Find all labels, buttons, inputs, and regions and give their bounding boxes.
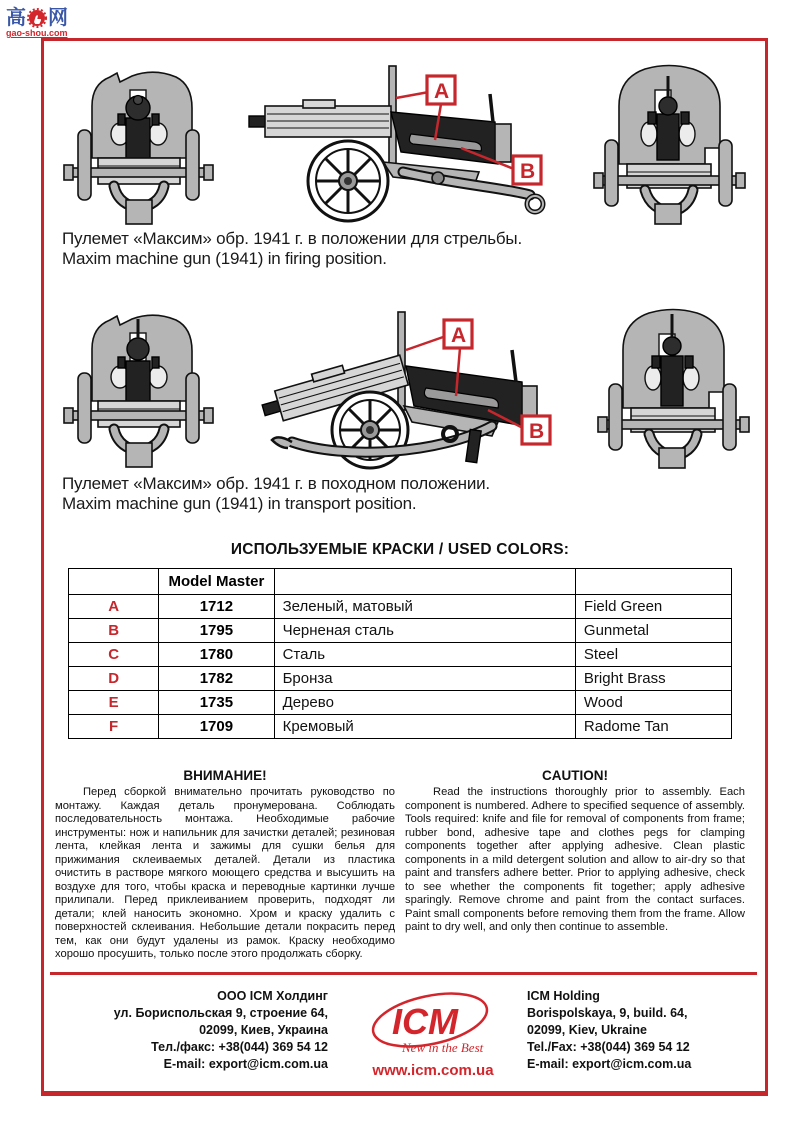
color-name-en: Bright Brass xyxy=(575,667,731,691)
color-name-ru: Кремовый xyxy=(274,715,575,739)
color-name-ru: Бронза xyxy=(274,667,575,691)
brand-header-cell: Model Master xyxy=(159,569,274,595)
caption-transport xyxy=(62,474,602,514)
watermark-logo xyxy=(6,8,86,38)
footer-address-ru xyxy=(58,988,328,1073)
footer-en-line: Tel./Fax: +38(044) 369 54 12 xyxy=(527,1040,690,1054)
color-name-en: Steel xyxy=(575,643,731,667)
watermark-cn-left: 高 xyxy=(6,7,26,29)
color-code: 1780 xyxy=(159,643,274,667)
color-name-ru: Черненая сталь xyxy=(274,619,575,643)
color-name-en: Radome Tan xyxy=(575,715,731,739)
color-name-ru: Сталь xyxy=(274,643,575,667)
color-name-en: Wood xyxy=(575,691,731,715)
footer-en-line: Borispolskaya, 9, build. 64, xyxy=(527,1006,688,1020)
gear-thumb-icon xyxy=(27,8,47,28)
table-row xyxy=(69,619,732,643)
color-letter: D xyxy=(69,667,159,691)
front-view-firing-drawing xyxy=(62,60,215,228)
icm-logo-text: ICM xyxy=(392,1001,458,1042)
footer-ru-line: Тел./факс: +38(044) 369 54 12 xyxy=(151,1040,328,1054)
callout-a-label: A xyxy=(451,324,467,347)
color-name-ru: Дерево xyxy=(274,691,575,715)
color-code: 1795 xyxy=(159,619,274,643)
color-name-en: Gunmetal xyxy=(575,619,731,643)
color-name-en: Field Green xyxy=(575,595,731,619)
caption-firing-en: Maxim machine gun (1941) in firing position. xyxy=(62,249,387,268)
footer-ru-line: ул. Бориспольская 9, строение 64, xyxy=(113,1006,328,1020)
footer-ru-line: 02099, Киев, Украина xyxy=(199,1023,328,1037)
table-header-row xyxy=(69,569,732,595)
footer-ru-line: E-mail: export@icm.com.ua xyxy=(163,1057,328,1071)
footer-en-line: E-mail: export@icm.com.ua xyxy=(527,1057,692,1071)
callout-b-label: B xyxy=(529,420,545,443)
table-row xyxy=(69,667,732,691)
caption-transport-ru: Пулемет «Максим» обр. 1941 г. в походном положении. xyxy=(62,474,490,493)
color-code: 1712 xyxy=(159,595,274,619)
caption-firing-ru: Пулемет «Максим» обр. 1941 г. в положении для стрельбы. xyxy=(62,229,522,248)
notice-ru-title: ВНИМАНИЕ! xyxy=(183,768,267,783)
rear-view-transport-drawing xyxy=(597,300,750,472)
notice-en-title: CAUTION! xyxy=(542,768,608,783)
footer-ru-line: ООО ICM Холдинг xyxy=(217,989,328,1003)
side-view-transport-drawing xyxy=(240,298,565,478)
color-code: 1735 xyxy=(159,691,274,715)
colors-table-title: ИСПОЛЬЗУЕМЫЕ КРАСКИ / USED COLORS: xyxy=(230,541,570,558)
notice-russian xyxy=(55,768,395,962)
rear-view-firing-drawing xyxy=(593,56,746,228)
icm-logo xyxy=(368,992,498,1063)
side-view-firing-drawing xyxy=(243,56,563,236)
color-letter: F xyxy=(69,715,159,739)
footer-en-line: 02099, Kiev, Ukraine xyxy=(527,1023,647,1037)
notice-english xyxy=(405,768,745,935)
footer-address-en xyxy=(527,988,757,1073)
color-code: 1782 xyxy=(159,667,274,691)
caption-transport-en: Maxim machine gun (1941) in transport position. xyxy=(62,494,417,513)
color-code: 1709 xyxy=(159,715,274,739)
table-row xyxy=(69,595,732,619)
notice-en-body: Read the instructions thoroughly prior to assembly. Each component is numbered. Adhere to specified sequence of assembly. Tools required: knife and file for removal of components from frame; rubber bond, adhesive tape and clothes pegs for clamping components together after applying adhesive. Clean plastic components in a mild detergent solution and allow to air-dry so that paint and transfers adhere better. Prior to applying adhesive, check to see whether the components fit together; apply adhesive sparingly. Remove chrome and paint from the contact surfaces. Paint small components before removing them from the frame. Allow paint to dry well, and only then continue to assemble. xyxy=(405,786,745,933)
color-letter: A xyxy=(69,595,159,619)
icm-logo-tagline: New in the Best xyxy=(402,1040,484,1055)
watermark-cn-right: 网 xyxy=(48,7,68,29)
color-letter: C xyxy=(69,643,159,667)
used-colors-table xyxy=(68,568,732,739)
icm-website: www.icm.com.ua xyxy=(372,1062,494,1079)
color-letter: E xyxy=(69,691,159,715)
callout-a-label: A xyxy=(434,80,450,103)
caption-firing xyxy=(62,229,602,269)
color-name-ru: Зеленый, матовый xyxy=(274,595,575,619)
watermark-domain: gao-shou.com xyxy=(6,28,68,38)
table-row xyxy=(69,691,732,715)
table-row xyxy=(69,715,732,739)
callout-b-label: B xyxy=(520,160,536,183)
notice-ru-body: Перед сборкой внимательно прочитать руководство по монтажу. Каждая деталь пронумерована. Соблюдать последовательность монтажа. Необходимые рабочие инструменты: нож и напильник для зачистки деталей; резиновая лента, клейкая лента и зажимы для сушки белья для прижимания склеиваемых деталей. Детали из пластика очистить в растворе мягкого моющего средства и высушить на воздухе для того, чтобы краска и переводные картинки лучше прилипали. Перед приклеиванием проверить, подходят ли детали; клей наносить экономно. Хром и краску удалить с поверхностей склеивания. Небольшие детали покрасить перед тем, как они будут удалены из рамок. Краску необходимо хорошо просушить, только после этого продолжать сборку. xyxy=(55,786,395,960)
color-letter: B xyxy=(69,619,159,643)
footer-en-line: ICM Holding xyxy=(527,989,600,1003)
front-view-transport-drawing xyxy=(62,303,215,471)
table-row xyxy=(69,643,732,667)
footer-divider xyxy=(50,972,757,975)
